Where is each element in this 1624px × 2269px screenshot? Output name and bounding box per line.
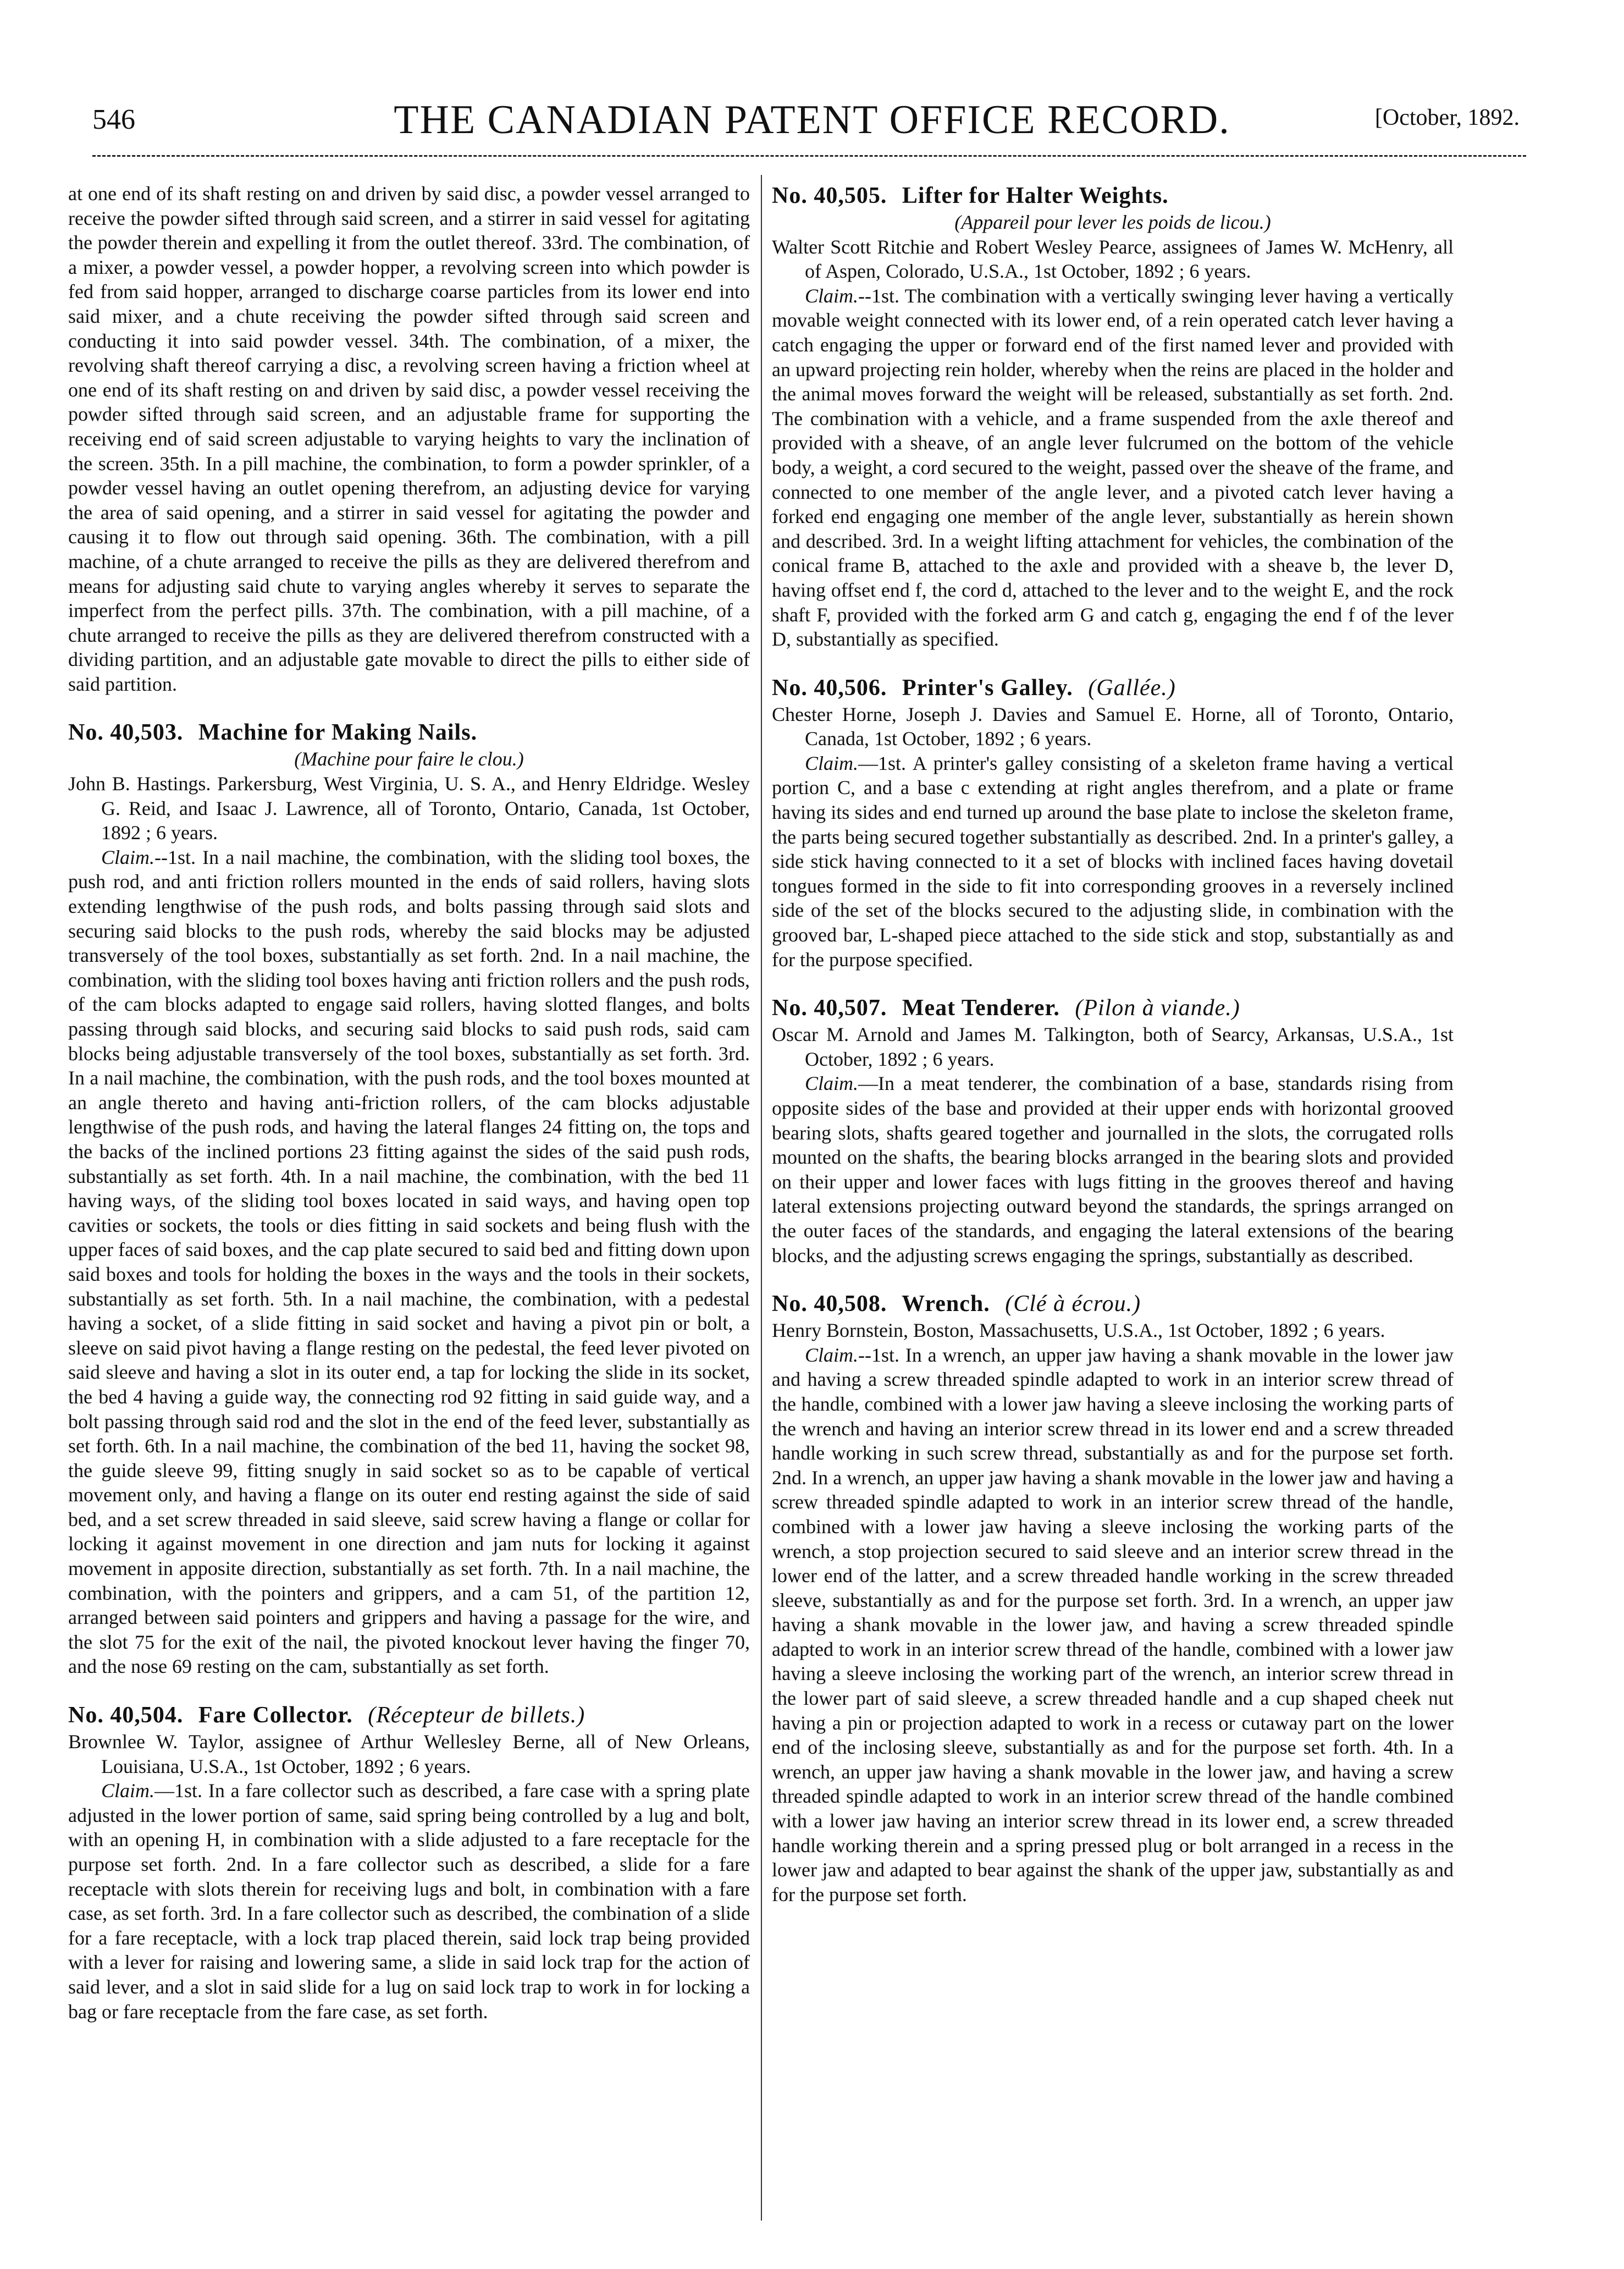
- patent-number: No. 40,504.: [68, 1703, 184, 1728]
- claim-label: Claim.: [805, 1343, 859, 1366]
- patent-heading: [772, 674, 1454, 702]
- claim-label: Claim.: [101, 1780, 155, 1802]
- patent-french-title: (Récepteur de billets.): [368, 1703, 585, 1728]
- patent-heading: [68, 718, 750, 747]
- patent-entry-40507: [772, 994, 1454, 1268]
- patent-inventors: Henry Bornstein, Boston, Massachusetts, U.S.A., 1st October, 1892 ; 6 years.: [772, 1319, 1385, 1342]
- claim-label: Claim.: [805, 284, 859, 307]
- header-rule: [92, 155, 1526, 157]
- patent-number: No. 40,508.: [772, 1291, 887, 1317]
- patent-french-title: (Gallée.): [1088, 675, 1176, 701]
- patent-claims: [772, 1071, 1454, 1268]
- continued-claim-text: at one end of its shaft resting on and driven by said disc, a powder vessel arranged to receive the powder sifted through said screen, and a stirrer in said vessel for agitating the powder therein and expelling it from the outlet thereof. 33rd. The combination, of a mixer, a powder vessel, a powder hopper, a revolving screen into which powder is fed from said hopper, arranged to discharge coarse particles from its lower end into said mixer, and a chute receiving the powder sifted through said screen and conducting it into said powder vessel. 34th. The combination, of a mixer, the revolving shaft thereof carrying a disc, a revolving screen having a friction wheel at one end of its shaft resting on and driven by said disc, a powder vessel receiving the powder sifted through said screen, and an adjustable frame for supporting the receiving end of said screen adjustable to varying heights to vary the inclination of the screen. 35th. In a pill machine, the combination, to form a powder sprinkler, of a powder vessel having an outlet opening therefrom, an adjusting device for varying the area of said opening, and a stirrer in said vessel for agitating the powder and causing it to flow out through said opening. 36th. The combination, with a pill machine, of a chute arranged to receive the pills as they are delivered therefrom and means for adjusting said chute to varying angles whereby it serves to separate the imperfect from the perfect pills. 37th. The combination, with a pill machine, of a chute arranged to receive the pills as they are delivered therefrom constructed with a dividing partition, and an adjustable gate movable to direct the pills to either side of said partition.: [68, 183, 750, 695]
- column-divider: [761, 175, 762, 2221]
- patent-heading: [68, 1701, 750, 1730]
- publication-title: THE CANADIAN PATENT OFFICE RECORD.: [394, 97, 1230, 142]
- claim-label: Claim.: [805, 1072, 859, 1095]
- patent-entry-40505: [772, 181, 1454, 652]
- patent-inventors: Oscar M. Arnold and James M. Talkington, both of Searcy, Arkansas, U.S.A., 1st October, 1892 ; 6 years.: [772, 1023, 1454, 1070]
- claim-text: —In a meat tenderer, the combination of a base, standards rising from opposite sides of the base and provided at their upper ends with horizontal grooved bearing slots, shafts geared together and journalled in the slots, the corrugated rolls mounted on the shafts, the bearing blocks arranged in the bearing slots and provided on their upper and lower faces with lugs fitting in the grooves thereof and having lateral extensions projecting outward beyond the standards, the springs arranged on the outer faces of the standards, and engaging the lateral extensions of the bearing blocks, and the adjusting screws engaging the springs, substantially as described.: [772, 1072, 1454, 1266]
- patent-heading: [772, 181, 1454, 210]
- patent-claims: [772, 284, 1454, 652]
- patent-french-title: (Appareil pour lever les poids de licou.): [954, 211, 1271, 233]
- patent-entry-40504: [68, 1701, 750, 2024]
- patent-inventors: Chester Horne, Joseph J. Davies and Samuel E. Horne, all of Toronto, Ontario, Canada, 1st October, 1892 ; 6 years.: [772, 703, 1454, 750]
- patent-title: Printer's Galley.: [902, 675, 1073, 701]
- patent-claims: [772, 751, 1454, 972]
- patent-inventors: John B. Hastings. Parkersburg, West Virginia, U. S. A., and Henry Eldridge. Wesley G. Reid, and Isaac J. Lawrence, all of Toronto, Ontario, Canada, 1st October, 1892 ; 6 years.: [68, 773, 750, 844]
- right-column: [772, 181, 1454, 1907]
- patent-number: No. 40,505.: [772, 183, 887, 208]
- patent-french-title: (Machine pour faire le clou.): [294, 748, 524, 770]
- patent-claims: [772, 1343, 1454, 1907]
- patent-inventors: Walter Scott Ritchie and Robert Wesley Pearce, assignees of James W. McHenry, all of Aspen, Colorado, U.S.A., 1st October, 1892 ; 6 years.: [772, 235, 1454, 283]
- patent-claims: [68, 1778, 750, 2024]
- claim-text: —1st. In a fare collector such as described, a fare case with a spring plate adjusted in the lower portion of same, said spring being controlled by a lug and bolt, with an opening H, in combination with a slide adjusted to a fare receptacle for the purpose set forth. 2nd. In a fare collector such as described, a slide for a fare receptacle with slots therein for receiving lugs and bolt, in combination with a fare case, as set forth. 3rd. In a fare collector such as described, the combination of a slide for a fare receptacle, with a lock trap placed therein, said lock trap being provided with a lever for raising and lowering same, a slide in said lock trap for the action of said lever, and a slot in said slide for a lug on said lock trap to work in for locking a bag or fare receptacle from the fare case, as set forth.: [68, 1780, 750, 2023]
- claim-text: --1st. In a wrench, an upper jaw having a shank movable in the lower jaw and having a screw threaded spindle adapted to work in an interior screw thread of the handle, combined with a lower jaw having a sleeve inclosing the working parts of the wrench and having an interior screw thread in its lower end and a screw threaded handle working in such screw thread, substantially as and for the purpose set forth. 2nd. In a wrench, an upper jaw having a shank movable in the lower jaw and having a screw threaded spindle adapted to work in an interior screw thread of the handle, combined with a lower jaw having a sleeve inclosing the working parts of the wrench, a stop projection secured to said sleeve and an interior screw thread in the lower end of the latter, and a screw threaded handle working in the screw threaded sleeve, substantially as and for the purpose set forth. 3rd. In a wrench, an upper jaw having a shank movable in the lower jaw, and having a screw threaded spindle adapted to work in an interior screw thread of the handle, combined with a lower jaw having a sleeve inclosing the working part of the wrench, an interior screw thread in the lower part of said sleeve, a screw threaded handle and a cup shaped cheek nut having a pin or projection adapted to work in a recess or cutaway part on the lower end of the inclosing sleeve, substantially as and for the purpose set forth. 4th. In a wrench, an upper jaw having a shank movable in the lower jaw, and having a screw threaded spindle adapted to work in an interior screw thread of the handle combined with a lower jaw having an interior screw thread in its lower end, a screw threaded handle working therein and a spring pressed plug or bolt arranged in a recess in the lower jaw and adapted to bear against the shank of the upper jaw, substantially as and for the purpose set forth.: [772, 1343, 1454, 1905]
- patent-title: Lifter for Halter Weights.: [902, 183, 1169, 208]
- claim-label: Claim.: [805, 752, 859, 774]
- patent-french-title: (Clé à écrou.): [1005, 1291, 1141, 1317]
- patent-entry-40506: [772, 674, 1454, 972]
- patent-french-title: (Pilon à viande.): [1075, 995, 1240, 1021]
- patent-number: No. 40,506.: [772, 675, 887, 701]
- patent-entry-40503: [68, 718, 750, 1679]
- patent-title: Machine for Making Nails.: [198, 720, 478, 746]
- claim-text: --1st. The combination with a vertically swinging lever having a vertically movable weight connected with its lower end, of a rein operated catch lever having a catch engaging the upper or forward end of the first named lever and provided with an upward projecting rein holder, whereby when the reins are placed in the holder and the animal moves forward the weight will be released, substantially as set forth. 2nd. The combination with a vehicle, and a frame suspended from the axle thereof and provided with a sheave, of an angle lever fulcrumed on the bottom of the vehicle body, a weight, a cord secured to the weight, passed over the sheave of the frame, and connected to one member of the angle lever, and a pivoted catch lever having a forked end engaging one member of the angle lever, substantially as herein shown and described. 3rd. In a weight lifting attachment for vehicles, the combination of the conical frame B, attached to the axle and provided with a sheave b, the lever D, having offset end f, the cord d, attached to the lever and to the weight E, and the rock shaft F, provided with the forked arm G and catch g, engaging the end f of the lever D, substantially as specified.: [772, 284, 1454, 651]
- patent-number: No. 40,503.: [68, 720, 184, 746]
- left-column: [68, 181, 750, 2024]
- patent-number: No. 40,507.: [772, 995, 887, 1021]
- patent-title: Meat Tenderer.: [902, 995, 1060, 1021]
- page-number: 546: [92, 104, 135, 135]
- claim-text: —1st. A printer's galley consisting of a skeleton frame having a vertical portion C, and a base c extending at right angles therefrom, and a plate or frame having its sides and end turned up around the base plate to inclose the skeleton frame, the parts being secured together substantially as described. 2nd. In a printer's galley, a side stick having connected to it a set of blocks with inclined faces having dovetail tongues formed in the side to fit into corresponding grooves in a reversely inclined side of the set of the blocks secured to the adjusting slide, in combination with the grooved bar, L-shaped piece attached to the side stick and stop, substantially as and for the purpose specified.: [772, 752, 1454, 971]
- patent-inventors: Brownlee W. Taylor, assignee of Arthur Wellesley Berne, all of New Orleans, Louisiana, U.S.A., 1st October, 1892 ; 6 years.: [68, 1731, 750, 1777]
- patent-title: Wrench.: [902, 1291, 990, 1317]
- patent-entry-40508: [772, 1290, 1454, 1907]
- patent-heading: [772, 1290, 1454, 1318]
- patent-heading: [772, 994, 1454, 1022]
- claim-label: Claim.: [101, 846, 155, 868]
- claim-text: --1st. In a nail machine, the combination, with the sliding tool boxes, the push rod, and anti friction rollers mounted in the ends of said rollers, having slots extending lengthwise of the push rods, and bolts passing through said slots and securing said blocks to the push rods, whereby the said blocks may be adjusted transversely of the tool boxes, substantially as set forth. 2nd. In a nail machine, the combination, with the sliding tool boxes having anti friction rollers and the push rods, of the cam blocks adapted to engage said rollers, having slotted flanges, and bolts passing through said blocks, and securing said blocks to said push rods, said cam blocks being adjustable transversely of the tool boxes, substantially as set forth. 3rd. In a nail machine, the combination, with the push rods, and the tool boxes mounted at an angle thereto and having anti-friction rollers, of the cam blocks adjustable lengthwise of the push rods, and having the lateral flanges 24 fitting on, the tops and the backs of the inclined portions 23 fitting against the sides of the said push rods, substantially as set forth. 4th. In a nail machine, the combination, with the bed 11 having ways, of the sliding tool boxes located in said ways, and having open top cavities or sockets, the tools or dies fitting in said sockets and being flush with the upper faces of said boxes, and the cap plate secured to said bed and fitting down upon said boxes and tools for holding the boxes in the ways and the tools in their sockets, substantially as set forth. 5th. In a nail machine, the combination, with a pedestal having a socket, of a slide fitting in said socket and having a pivot pin or bolt, a sleeve on said pivot having a flange resting on the pedestal, the feed lever pivoted on said sleeve and having a slot in its outer end, a tap for locking the slide in its socket, the bed 4 having a guide way, the connecting rod 92 fitting in said guide way, and a bolt passing through said rod and the slot in the end of the feed lever, substantially as set forth. 6th. In a nail machine, the combination of the bed 11, having the socket 98, the guide sleeve 99, fitting snugly in said socket so as to be capable of vertical movement only, and having a flange on its outer end resting against the side of said bed, and a set screw threaded in said sleeve, said screw having a flange or collar for locking it against movement in one direction and jam nuts for locking it against movement in apposite direction, substantially as set forth. 7th. In a nail machine, the combination, with the pointers and grippers, and a cam 51, of the partition 12, arranged between said pointers and grippers and having a passage for the wire, and the slot 75 for the exit of the nail, the pivoted knockout lever having the finger 70, and the nose 69 resting on the cam, substantially as set forth.: [68, 846, 750, 1678]
- patent-claims: [68, 845, 750, 1679]
- patent-title: Fare Collector.: [198, 1703, 353, 1728]
- issue-date: [October, 1892.: [1374, 105, 1520, 130]
